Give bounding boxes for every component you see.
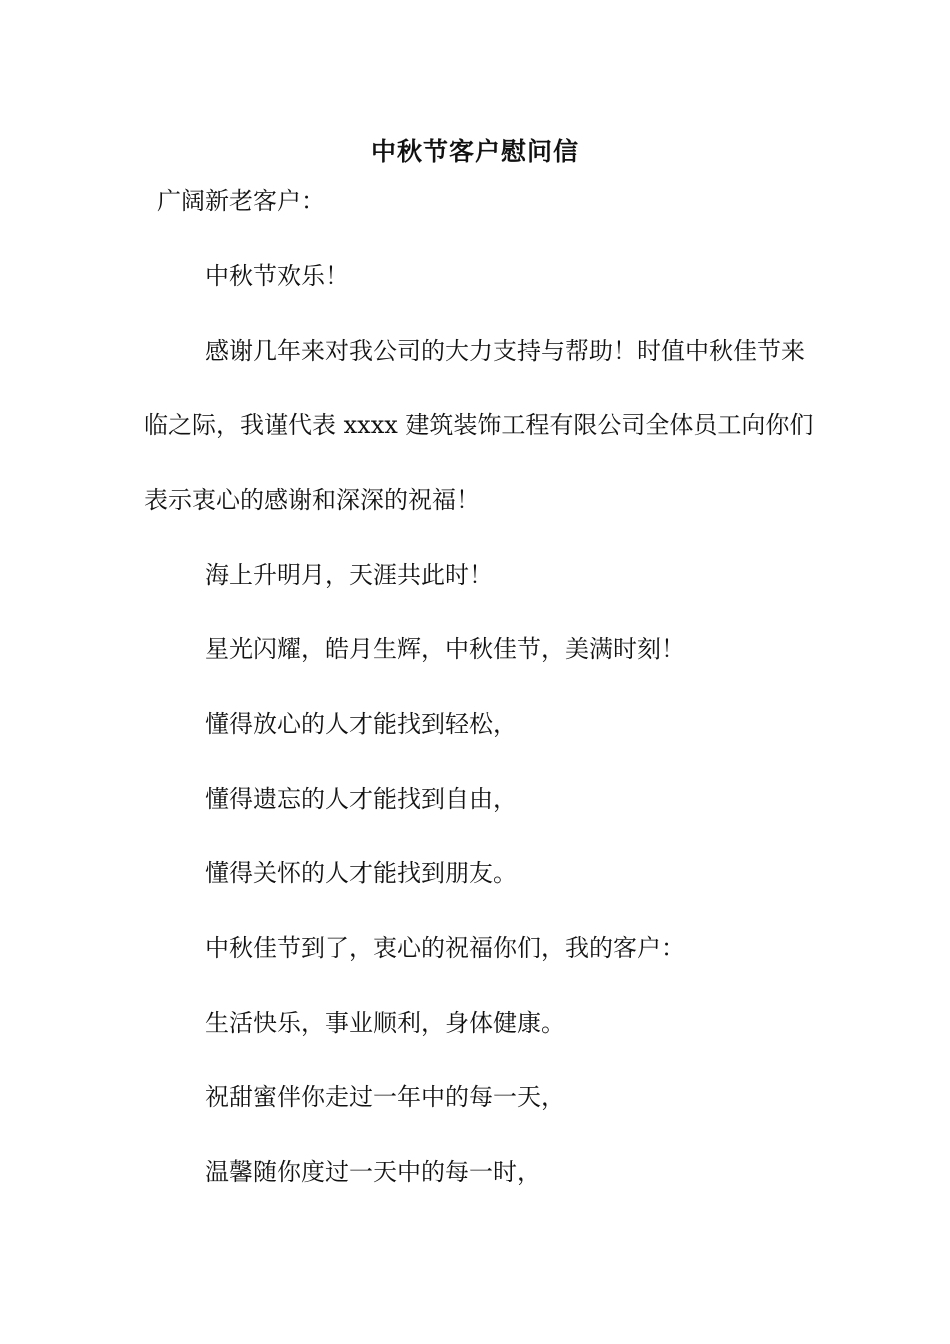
letter-line: 表示衷心的感谢和深深的祝福！: [144, 486, 480, 514]
letter-salutation: 广阔新老客户：: [157, 187, 325, 215]
letter-line: 懂得关怀的人才能找到朋友。: [205, 859, 517, 887]
letter-line: 温馨随你度过一天中的每一时，: [205, 1158, 541, 1186]
letter-line: 星光闪耀，皓月生辉，中秋佳节，美满时刻！: [205, 635, 685, 663]
letter-line: 感谢几年来对我公司的大力支持与帮助！时值中秋佳节来: [205, 337, 805, 365]
letter-line: 懂得遗忘的人才能找到自由，: [205, 785, 517, 813]
letter-line: 懂得放心的人才能找到轻松，: [205, 710, 517, 738]
letter-line: 祝甜蜜伴你走过一年中的每一天，: [205, 1083, 565, 1111]
letter-line: 中秋节欢乐！: [205, 262, 349, 290]
letter-title: 中秋节客户慰问信: [370, 137, 579, 166]
letter-line: 临之际，我谨代表 xxxx 建筑装饰工程有限公司全体员工向你们: [144, 411, 814, 439]
letter-line: 生活快乐，事业顺利，身体健康。: [205, 1009, 565, 1037]
letter-line: 海上升明月，天涯共此时！: [205, 561, 493, 589]
letter-line: 中秋佳节到了，衷心的祝福你们，我的客户：: [205, 934, 685, 962]
